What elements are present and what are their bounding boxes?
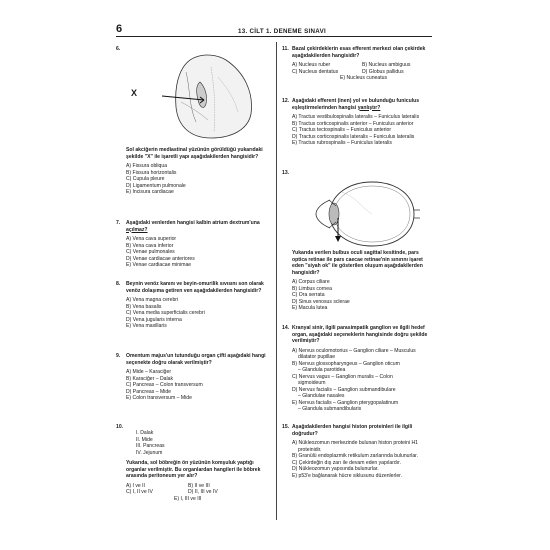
option-item: D) Venae cardiacae anteriores — [126, 255, 195, 262]
option-item: D) Vena jugularis interna — [126, 316, 182, 323]
question-6-body — [116, 147, 270, 196]
question-stem: Bazal çekirdeklerin esas efferent merkezi olan çekirdek aşağıdakilerden hangisidir? — [292, 46, 426, 59]
option-item: A) Nucleus ruber — [292, 62, 331, 68]
question-stem: Omentum majus'un tutunduğu organ çifti aşağıdaki hangi seçenekte doğru olarak verilmiştir? — [126, 353, 266, 366]
options-list — [126, 369, 270, 402]
question-number: 6. — [116, 46, 121, 52]
header-rule — [116, 36, 432, 37]
question-stem: Aşağıdakilerden hangisi histon proteinleri ile ilgili doğrudur? — [292, 424, 413, 437]
option-item: B) Limbus cornea — [292, 285, 332, 292]
column-separator — [276, 42, 277, 520]
option-item: – Glandulae nasales — [298, 393, 345, 399]
option-item: D) Nervus facialis – Ganglion submandibulare — [292, 386, 396, 393]
option-item: B) Vena cava inferior — [126, 242, 174, 249]
question-stem: Sol akciğerin mediastinal yüzünün görüldüğü yukarıdaki şekilde "X" ile işaretli yapı aşağıdakilerden hangisidir? — [126, 147, 263, 160]
option-item: B) Tractus corticospinalis anterior – Funiculus anterior — [292, 120, 414, 127]
option-item: C) Tractus tectospinalis – Funiculus anterior — [292, 127, 392, 133]
question-stem: Yukarıda, sol böbreğin ön yüzünün komşuluk yaptığı organlar verilmiştir. Bu organlardan hangileri ile böbrek arasında peritoneum yer alır? — [126, 460, 261, 479]
option-item: E) Nucleus cuneatus — [340, 75, 388, 81]
option-item: C) Nervus vagus – Ganglion muralis – Colon — [292, 373, 393, 380]
option-item: C) I, II ve IV — [126, 489, 153, 495]
options-grid — [292, 62, 434, 82]
question-7 — [116, 220, 270, 269]
option-item: B) Vena basalis — [126, 303, 162, 310]
question-number: 15. — [282, 424, 290, 430]
lung-illustration — [156, 52, 256, 140]
option-item: D) Sinus venosus sclerae — [292, 298, 350, 305]
option-item: C) Pancreas – Colon transversum — [126, 382, 203, 388]
option-item: D) Tractus corticospinalis lateralis – Funiculus lateralis — [292, 133, 415, 140]
question-11 — [282, 46, 434, 82]
option-item: B) Nucleus ambiguus — [362, 62, 411, 68]
question-number: 12. — [282, 98, 290, 104]
options-grid — [126, 483, 270, 503]
option-item: A) Vena cava superior — [126, 236, 177, 242]
question-14 — [282, 325, 434, 413]
option-item: C) Cupula pleure — [126, 176, 165, 182]
question-number: 10. — [116, 424, 124, 430]
option-item: D) Pancreas – Mide — [126, 388, 172, 395]
option-item: E) Colon transversum – Mide — [126, 395, 192, 401]
roman-items — [136, 430, 270, 456]
question-stem: Kranyal sinir, ilgili parasimpatik ganglion ve ilgili hedef organ, aşağıdaki seçeneklerin hangisinde doğru şekilde verilmiştir? — [292, 325, 428, 344]
options-list — [126, 163, 270, 196]
option-item: C) Çekirdeğin dış zarı ile devam eden yapılardır. — [292, 459, 402, 466]
question-number: 14. — [282, 325, 290, 331]
option-item: A) Mide – Karaciğer — [126, 369, 172, 375]
options-list — [292, 348, 434, 413]
question-number: 7. — [116, 220, 121, 226]
question-12 — [282, 98, 434, 147]
option-item: dilatator pupillae — [298, 354, 336, 360]
question-13-body — [282, 250, 434, 312]
question-10 — [116, 424, 270, 502]
option-item: – Glandula submandibularis — [298, 406, 362, 412]
question-number: 9. — [116, 353, 121, 359]
page-number: 6 — [116, 23, 123, 35]
roman-item: III. Pancreas — [136, 443, 165, 449]
option-item: D) Nükleozomun yapısında bulunurlar. — [292, 466, 379, 472]
options-list — [126, 297, 270, 330]
question-15 — [282, 424, 434, 479]
option-item: – Glandula parotidea — [298, 367, 346, 373]
option-item: C) Nucleus dentatus — [292, 68, 339, 75]
option-item: C) Venae pulmonales — [126, 249, 175, 255]
question-number: 11. — [282, 46, 289, 52]
roman-item: II. Mide — [136, 436, 153, 443]
question-8 — [116, 281, 270, 330]
option-item: E) I, III ve III — [174, 495, 202, 502]
option-item: A) Corpus ciliare — [292, 279, 330, 285]
option-item: E) Macula lutea — [292, 305, 328, 311]
option-item: sigmoideum — [298, 380, 326, 386]
option-item: C) Vena media superficialis cerebri — [126, 310, 205, 316]
options-list — [292, 440, 434, 479]
option-item: B) Nervus glossopharyngeus – Ganglion oticum — [292, 360, 400, 367]
question-stem: Aşağıdaki venlerden hangisi kalbin atrium dextrum'una açılmaz? — [126, 220, 260, 233]
question-number: 8. — [116, 281, 121, 287]
option-item: A) I ve II — [126, 482, 145, 489]
question-stem: Aşağıdaki efferent (inen) yol ve bulunduğu funiculus eşleştirmelerinden hangisi yanlıştır? — [292, 98, 420, 111]
question-9 — [116, 353, 270, 402]
option-item: A) Tractus vestibulospinalis lateralis – Funiculus lateralis — [292, 114, 420, 120]
option-item: A) Vena magna cerebri — [126, 297, 179, 303]
option-item: E) Nervus facialis – Ganglion pterygopalatinum — [292, 399, 399, 406]
eye-cross-section-illustration — [302, 178, 422, 250]
option-item: E) Tractus rubrospinalis – Funiculus lateralis — [292, 140, 392, 146]
option-item: E) p53'e bağlanarak hücre siklusunu düzenlerler. — [292, 472, 402, 479]
question-stem: Beynin venöz kanını ve beyin-omurilik sıvısını son olarak venöz dolaşıma getiren ven aşağıdakilerden hangisidir? — [126, 281, 264, 294]
roman-item: I. Dalak — [136, 430, 154, 436]
options-list — [126, 236, 270, 269]
option-item: A) Nükleozomun merkezinde bulunan histon proteini H1 — [292, 440, 418, 446]
option-item: C) Ora serrata — [292, 292, 325, 298]
option-item: B) Karaciğer – Dalak — [126, 375, 173, 382]
option-item: E) Venae cardiacae minimae — [126, 262, 192, 268]
option-item: E) Vena maxillaris — [126, 323, 167, 329]
option-item: proteinidir. — [298, 446, 322, 453]
option-item: D) Globus pallidus — [362, 68, 404, 75]
option-item: A) Nervus oculomotorius – Ganglion ciliare – Musculus — [292, 347, 416, 354]
label-x: X — [131, 88, 138, 98]
option-item: B) II ve III — [188, 482, 210, 489]
option-item: B) Granülü endoplazmik retikulum zarlarında bulunurlar. — [292, 453, 418, 459]
option-item: E) Incisura cardiacae — [126, 189, 174, 195]
page-title: 13. CİLT 1. DENEME SINAVI — [238, 28, 327, 35]
question-number: 13. — [282, 170, 290, 176]
options-list — [292, 279, 434, 312]
option-item: B) Fissura horizontalis — [126, 169, 177, 176]
question-stem: Yukarıda verilen bulbus oculi sagittal kesitinde, pars optica retinae ile pars caecae retinae'nin sınırını işaret eden "siyah ok" ile gösterilen oluşum aşağıdakilerden hangisidir? — [292, 250, 423, 276]
options-list — [292, 114, 434, 147]
roman-item: IV. Jejunum — [136, 449, 163, 456]
option-item: A) Fissura obliqua — [126, 163, 168, 169]
option-item: D) Ligamentum pulmonale — [126, 182, 186, 189]
option-item: D) II, III ve IV — [188, 489, 218, 495]
